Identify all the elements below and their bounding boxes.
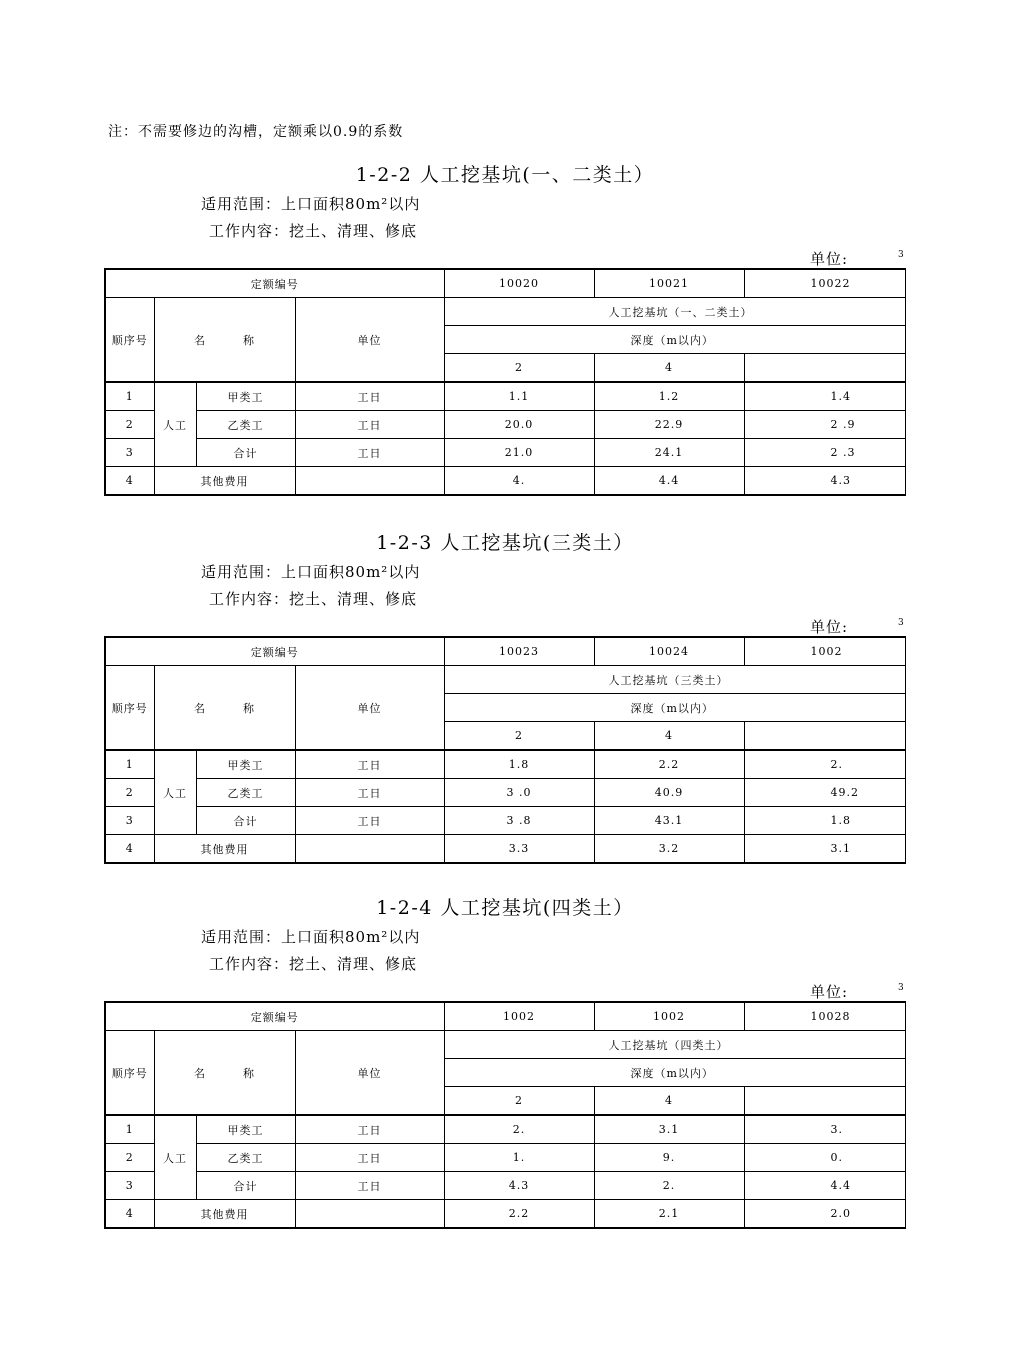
value-cell: 3. <box>744 1115 905 1144</box>
value-cell: 2.2 <box>594 750 744 779</box>
quota-section <box>0 160 950 505</box>
code-cell: 10024 <box>594 637 744 666</box>
depth-cell <box>744 722 905 751</box>
value-cell: 2.2 <box>444 1200 594 1229</box>
seq-cell: 1 <box>105 382 154 411</box>
value-cell: 3.3 <box>444 835 594 864</box>
row-label-other: 其他费用 <box>154 467 295 496</box>
value-cell: 2 .3 <box>744 439 905 467</box>
value-cell: 43.1 <box>594 807 744 835</box>
scope-text: 适用范围：上口面积80m²以内 <box>201 928 421 946</box>
depth-cell: 2 <box>444 354 594 383</box>
quota-table-wrapper <box>104 268 856 497</box>
work-content-text: 工作内容：挖土、清理、修底 <box>209 590 418 608</box>
row-label-total: 合计 <box>196 1172 295 1200</box>
quota-section <box>0 528 950 873</box>
seq-cell: 3 <box>105 807 154 835</box>
unit-cell: 工日 <box>295 807 444 835</box>
seq-header: 顺序号 <box>105 1031 154 1116</box>
value-cell: 2. <box>744 750 905 779</box>
code-cell: 1002 <box>744 637 905 666</box>
section-title: 1-2-3 人工挖基坑(三类土） <box>376 532 634 554</box>
row-label-yi: 乙类工 <box>196 779 295 807</box>
unit-cell: 工日 <box>295 779 444 807</box>
name-header <box>154 298 295 383</box>
seq-cell: 1 <box>105 750 154 779</box>
depth-cell <box>744 354 905 383</box>
unit-label: 单位: <box>810 618 849 636</box>
value-cell: 4. <box>444 467 594 496</box>
value-cell: 0. <box>744 1144 905 1172</box>
quota-table-wrapper <box>104 1001 851 1230</box>
unit-cell: 工日 <box>295 1172 444 1200</box>
unit-header: 单位 <box>295 666 444 751</box>
name-header-b: 称 <box>243 701 255 715</box>
value-cell: 3 .0 <box>444 779 594 807</box>
note-text: 注：不需要修边的沟槽，定额乘以0.9的系数 <box>108 124 404 140</box>
unit-cell: 工日 <box>295 1144 444 1172</box>
value-cell: 4.3 <box>744 467 905 496</box>
seq-cell: 4 <box>105 467 154 496</box>
labor-label: 人工 <box>154 382 196 467</box>
value-cell: 4.4 <box>594 467 744 496</box>
row-label-total: 合计 <box>196 439 295 467</box>
unit-cell: 工日 <box>295 439 444 467</box>
value-cell: 1.4 <box>744 382 905 411</box>
depth-cell: 4 <box>594 722 744 751</box>
value-cell: 4.4 <box>744 1172 905 1200</box>
value-cell: 1. <box>444 1144 594 1172</box>
code-cell: 10021 <box>594 269 744 298</box>
group-header: 人工挖基坑（四类土） <box>444 1031 905 1059</box>
value-cell: 2 .9 <box>744 411 905 439</box>
scope-text: 适用范围：上口面积80m²以内 <box>201 563 421 581</box>
depth-header: 深度（m以内） <box>444 1059 905 1087</box>
code-cell: 10028 <box>744 1002 905 1031</box>
seq-header: 顺序号 <box>105 666 154 751</box>
value-cell: 1.8 <box>444 750 594 779</box>
quota-table <box>104 636 906 864</box>
seq-cell: 3 <box>105 439 154 467</box>
unit-superscript: 3 <box>898 618 904 628</box>
row-label-jia: 甲类工 <box>196 1115 295 1144</box>
seq-cell: 4 <box>105 1200 154 1229</box>
value-cell: 3 .8 <box>444 807 594 835</box>
row-label-total: 合计 <box>196 807 295 835</box>
group-header: 人工挖基坑（三类土） <box>444 666 905 694</box>
work-content-text: 工作内容：挖土、清理、修底 <box>209 222 418 240</box>
value-cell: 2. <box>594 1172 744 1200</box>
unit-superscript: 3 <box>898 250 904 260</box>
depth-cell: 4 <box>594 354 744 383</box>
row-label-jia: 甲类工 <box>196 382 295 411</box>
code-cell: 10022 <box>744 269 905 298</box>
group-header: 人工挖基坑（一、二类土） <box>444 298 905 326</box>
unit-cell: 工日 <box>295 411 444 439</box>
unit-superscript: 3 <box>898 983 904 993</box>
depth-cell <box>744 1087 905 1116</box>
value-cell: 3.1 <box>744 835 905 864</box>
seq-cell: 1 <box>105 1115 154 1144</box>
depth-header: 深度（m以内） <box>444 326 905 354</box>
value-cell: 2. <box>444 1115 594 1144</box>
row-label-yi: 乙类工 <box>196 411 295 439</box>
name-header-b: 称 <box>243 333 255 347</box>
seq-cell: 2 <box>105 1144 154 1172</box>
unit-cell: 工日 <box>295 382 444 411</box>
value-cell: 3.1 <box>594 1115 744 1144</box>
code-header: 定额编号 <box>105 269 444 298</box>
scope-text: 适用范围：上口面积80m²以内 <box>201 195 421 213</box>
value-cell: 1.2 <box>594 382 744 411</box>
unit-label: 单位: <box>810 250 849 268</box>
seq-cell: 3 <box>105 1172 154 1200</box>
value-cell: 24.1 <box>594 439 744 467</box>
seq-cell: 4 <box>105 835 154 864</box>
labor-label: 人工 <box>154 750 196 835</box>
name-header-a: 名 <box>194 1066 206 1080</box>
seq-cell: 2 <box>105 779 154 807</box>
name-header-b: 称 <box>243 1066 255 1080</box>
row-label-other: 其他费用 <box>154 1200 295 1229</box>
name-header <box>154 1031 295 1116</box>
unit-label: 单位: <box>810 983 849 1001</box>
value-cell: 2.0 <box>744 1200 905 1229</box>
quota-table <box>104 268 906 496</box>
labor-label: 人工 <box>154 1115 196 1200</box>
depth-cell: 2 <box>444 1087 594 1116</box>
depth-cell: 2 <box>444 722 594 751</box>
value-cell: 1.1 <box>444 382 594 411</box>
name-header-a: 名 <box>194 701 206 715</box>
section-title: 1-2-2 人工挖基坑(一、二类土） <box>355 164 655 186</box>
unit-cell: 工日 <box>295 750 444 779</box>
code-cell: 1002 <box>594 1002 744 1031</box>
code-header: 定额编号 <box>105 1002 444 1031</box>
unit-cell-empty <box>295 467 444 496</box>
row-label-yi: 乙类工 <box>196 1144 295 1172</box>
value-cell: 21.0 <box>444 439 594 467</box>
unit-cell-empty <box>295 835 444 864</box>
unit-cell: 工日 <box>295 1115 444 1144</box>
code-cell: 10020 <box>444 269 594 298</box>
quota-section <box>0 893 950 1238</box>
value-cell: 4.3 <box>444 1172 594 1200</box>
seq-cell: 2 <box>105 411 154 439</box>
value-cell: 40.9 <box>594 779 744 807</box>
quota-table <box>104 1001 906 1229</box>
value-cell: 2.1 <box>594 1200 744 1229</box>
code-cell: 1002 <box>444 1002 594 1031</box>
value-cell: 3.2 <box>594 835 744 864</box>
section-title: 1-2-4 人工挖基坑(四类土） <box>376 897 634 919</box>
work-content-text: 工作内容：挖土、清理、修底 <box>209 955 418 973</box>
code-cell: 10023 <box>444 637 594 666</box>
unit-header: 单位 <box>295 298 444 383</box>
code-header: 定额编号 <box>105 637 444 666</box>
value-cell: 20.0 <box>444 411 594 439</box>
value-cell: 9. <box>594 1144 744 1172</box>
name-header-a: 名 <box>194 333 206 347</box>
unit-header: 单位 <box>295 1031 444 1116</box>
seq-header: 顺序号 <box>105 298 154 383</box>
quota-table-wrapper <box>104 636 859 865</box>
value-cell: 49.2 <box>744 779 905 807</box>
value-cell: 22.9 <box>594 411 744 439</box>
unit-cell-empty <box>295 1200 444 1229</box>
name-header <box>154 666 295 751</box>
row-label-jia: 甲类工 <box>196 750 295 779</box>
value-cell: 1.8 <box>744 807 905 835</box>
depth-cell: 4 <box>594 1087 744 1116</box>
depth-header: 深度（m以内） <box>444 694 905 722</box>
row-label-other: 其他费用 <box>154 835 295 864</box>
